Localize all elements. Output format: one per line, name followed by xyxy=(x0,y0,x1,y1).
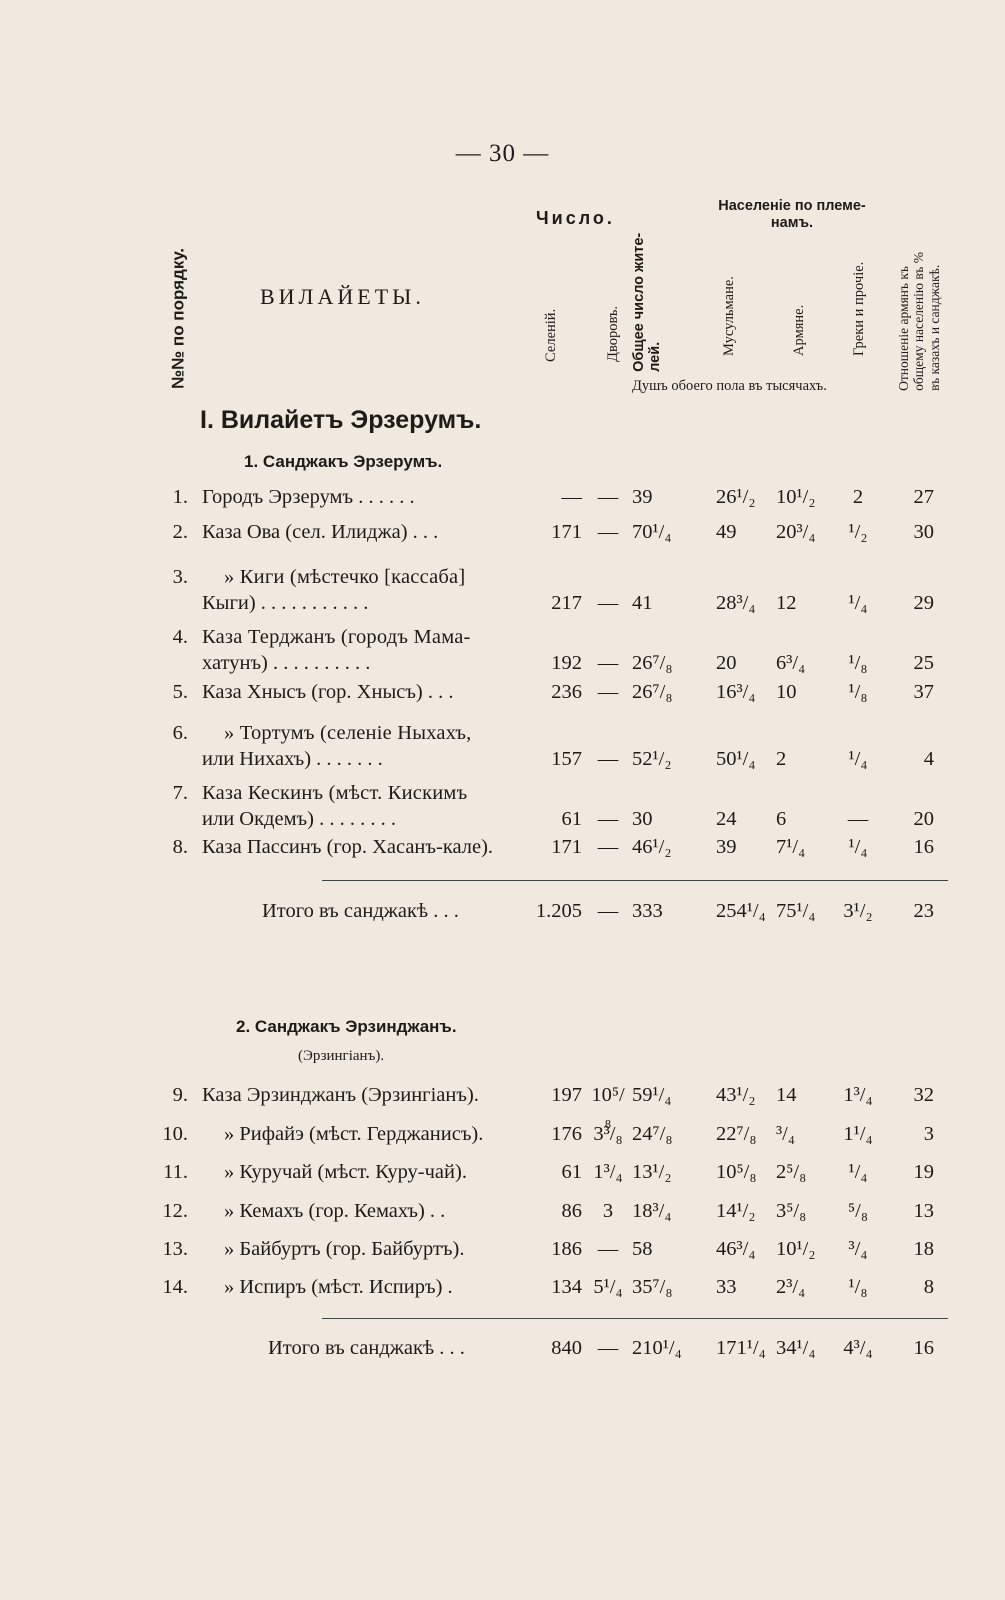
total-households: — xyxy=(597,1337,619,1359)
row-name-line-1: » Киги (мѣстечко [кассаба] xyxy=(224,566,466,588)
row-ratio: 25 xyxy=(913,652,934,674)
row-number: 2. xyxy=(172,521,188,543)
row-greeks: ¹/₈ xyxy=(848,652,868,674)
row-greeks: ³/₄ xyxy=(848,1238,868,1260)
rule-sanjak-2 xyxy=(322,1318,948,1319)
row-villages: 171 xyxy=(551,836,582,858)
row-number: 6. xyxy=(172,722,188,744)
row-armenians: 7¹/₄ xyxy=(776,836,806,858)
row-armenians: 2 xyxy=(776,748,787,770)
total-label: Итого въ санджакѣ . . . xyxy=(262,900,459,922)
row-greeks: ¹/₂ xyxy=(848,521,868,543)
row-number: 8. xyxy=(172,836,188,858)
row-ratio: 18 xyxy=(913,1238,934,1260)
row-ratio: 32 xyxy=(913,1084,934,1106)
row-ratio: 3 xyxy=(923,1123,934,1145)
row-ratio: 37 xyxy=(913,681,934,703)
row-total-population: 52¹/₂ xyxy=(632,748,672,770)
row-muslims: 39 xyxy=(716,836,737,858)
row-total-population: 35⁷/₈ xyxy=(632,1276,673,1298)
row-households: — xyxy=(597,652,619,674)
row-villages: 236 xyxy=(551,681,582,703)
total-ratio: 23 xyxy=(913,900,934,922)
row-armenians: 20³/₄ xyxy=(776,521,816,543)
row-ratio: 13 xyxy=(913,1200,934,1222)
row-muslims: 26¹/₂ xyxy=(716,486,756,508)
row-muslims: 28³/₄ xyxy=(716,592,756,614)
total-greeks: 3¹/₂ xyxy=(843,900,873,922)
total-greeks: 4³/₄ xyxy=(843,1337,873,1359)
row-armenians: 2³/₄ xyxy=(776,1276,806,1298)
row-number: 10. xyxy=(162,1123,188,1145)
row-greeks: 1¹/₄ xyxy=(843,1123,873,1145)
row-muslims: 14¹/₂ xyxy=(716,1200,756,1222)
row-greeks: ¹/₈ xyxy=(848,681,868,703)
row-villages: 61 xyxy=(561,1161,582,1183)
row-name-line-1: » Кемахъ (гор. Кемахъ) . . xyxy=(224,1200,446,1222)
total-population: 210¹/₄ xyxy=(632,1337,682,1359)
section-title: I. Вилайетъ Эрзерумъ. xyxy=(200,406,482,434)
row-name-line-1: » Рифайэ (мѣст. Герджанисъ). xyxy=(224,1123,484,1145)
row-households: — xyxy=(597,808,619,830)
row-households: — xyxy=(597,681,619,703)
row-greeks: — xyxy=(847,808,869,830)
row-name-line-1: Каза Ова (сел. Илиджа) . . . xyxy=(202,521,439,543)
row-number: 5. xyxy=(172,681,188,703)
row-name-line-2: или Нихахъ) . . . . . . . xyxy=(202,748,383,770)
row-name-line-1: Городъ Эрзерумъ . . . . . . xyxy=(202,486,415,508)
header-greeks: Греки и прочіе. xyxy=(851,261,868,356)
row-greeks: 2 xyxy=(852,486,864,508)
header-muslims: Мусульмане. xyxy=(721,276,738,356)
row-total-population: 24⁷/₈ xyxy=(632,1123,673,1145)
row-muslims: 50¹/₄ xyxy=(716,748,756,770)
row-armenians: 6³/₄ xyxy=(776,652,806,674)
row-ratio: 16 xyxy=(913,836,934,858)
row-total-population: 70¹/₄ xyxy=(632,521,672,543)
row-greeks: ¹/₄ xyxy=(848,592,868,614)
row-villages: 86 xyxy=(561,1200,582,1222)
row-households: — xyxy=(597,836,619,858)
row-villages: 157 xyxy=(551,748,582,770)
row-villages: 197 xyxy=(551,1084,582,1106)
row-greeks: ¹/₄ xyxy=(848,1161,868,1183)
row-total-population: 26⁷/₈ xyxy=(632,681,673,703)
row-ratio: 27 xyxy=(913,486,934,508)
total-muslims: 171¹/₄ xyxy=(716,1337,766,1359)
row-households: — xyxy=(597,748,619,770)
header-ratio-line-3: въ казахъ и санджакѣ. xyxy=(927,264,943,391)
row-households: — xyxy=(597,592,619,614)
row-households: 5¹/₄ xyxy=(593,1276,623,1298)
header-vilayets: ВИЛАЙЕТЫ. xyxy=(260,284,425,309)
row-armenians: 14 xyxy=(776,1084,797,1106)
row-number: 12. xyxy=(162,1200,188,1222)
row-greeks: ¹/₄ xyxy=(848,748,868,770)
sanjak-1-title: 1. Санджакъ Эрзерумъ. xyxy=(244,452,443,471)
row-number: 3. xyxy=(172,566,188,588)
row-villages: 192 xyxy=(551,652,582,674)
header-villages: Селеній. xyxy=(543,308,560,362)
row-muslims: 24 xyxy=(716,808,737,830)
row-ratio: 4 xyxy=(923,748,934,770)
row-greeks: 1³/₄ xyxy=(843,1084,873,1106)
row-armenians: 10¹/₂ xyxy=(776,1238,816,1260)
row-villages: — xyxy=(561,486,582,508)
row-armenians: 6 xyxy=(776,808,787,830)
row-total-population: 58 xyxy=(632,1238,653,1260)
row-number: 1. xyxy=(172,486,188,508)
row-greeks: ⁵/₈ xyxy=(848,1200,868,1222)
row-total-population: 46¹/₂ xyxy=(632,836,672,858)
rule-sanjak-1 xyxy=(322,880,948,881)
row-ratio: 20 xyxy=(913,808,934,830)
row-armenians: 3⁵/₈ xyxy=(776,1200,807,1222)
total-villages: 840 xyxy=(551,1337,582,1359)
header-order-no: №№ по порядку. xyxy=(168,247,188,389)
header-ratio-line-1: Отношеніе армянъ къ xyxy=(896,266,912,391)
row-ratio: 30 xyxy=(913,521,934,543)
row-number: 9. xyxy=(172,1084,188,1106)
row-muslims: 16³/₄ xyxy=(716,681,756,703)
row-greeks: ¹/₈ xyxy=(848,1276,868,1298)
row-villages: 61 xyxy=(561,808,582,830)
row-name-line-2: хатунъ) . . . . . . . . . . xyxy=(202,652,371,674)
header-units: Душъ обоего пола въ тысячахъ. xyxy=(632,378,827,394)
row-villages: 134 xyxy=(551,1276,582,1298)
header-households: Дворовъ. xyxy=(605,305,622,362)
row-villages: 176 xyxy=(551,1123,582,1145)
row-muslims: 10⁵/₈ xyxy=(716,1161,757,1183)
row-armenians: 10¹/₂ xyxy=(776,486,816,508)
row-households: 3³/₈ xyxy=(593,1123,623,1145)
row-name-line-1: » Тортумъ (селеніе Ныхахъ, xyxy=(224,722,472,744)
row-muslims: 20 xyxy=(716,652,737,674)
total-villages: 1.205 xyxy=(535,900,582,922)
row-number: 7. xyxy=(172,782,188,804)
sanjak-2-subtitle: (Эрзингіанъ). xyxy=(298,1048,385,1064)
row-households: 10⁵/₈ xyxy=(591,1084,625,1129)
row-name-line-2: Кыги) . . . . . . . . . . . xyxy=(202,592,369,614)
row-armenians: ³/₄ xyxy=(776,1123,795,1145)
row-total-population: 13¹/₂ xyxy=(632,1161,672,1183)
row-households: 1³/₄ xyxy=(593,1161,623,1183)
row-villages: 186 xyxy=(551,1238,582,1260)
row-total-population: 18³/₄ xyxy=(632,1200,672,1222)
total-households: — xyxy=(597,900,619,922)
header-total-pop: Общее число жите-лей. xyxy=(631,232,664,372)
row-number: 4. xyxy=(172,626,188,648)
header-by-tribe: Населеніе по племе-намъ. xyxy=(718,198,866,231)
row-households: — xyxy=(597,1238,619,1260)
sanjak-1-total-row xyxy=(0,900,1005,934)
row-total-population: 41 xyxy=(632,592,653,614)
row-name-line-1: Каза Пассинъ (гор. Хасанъ-кале). xyxy=(202,836,494,858)
row-villages: 171 xyxy=(551,521,582,543)
row-ratio: 8 xyxy=(923,1276,934,1298)
total-armenians: 75¹/₄ xyxy=(776,900,816,922)
total-ratio: 16 xyxy=(913,1337,934,1359)
sanjak-2-title: 2. Санджакъ Эрзинджанъ. xyxy=(236,1017,457,1036)
total-armenians: 34¹/₄ xyxy=(776,1337,816,1359)
row-muslims: 22⁷/₈ xyxy=(716,1123,757,1145)
row-number: 14. xyxy=(162,1276,188,1298)
row-total-population: 39 xyxy=(632,486,653,508)
row-households: 3 xyxy=(602,1200,614,1222)
row-greeks: ¹/₄ xyxy=(848,836,868,858)
header-ratio-line-2: общему населенію въ % xyxy=(911,252,927,391)
row-muslims: 33 xyxy=(716,1276,737,1298)
total-muslims: 254¹/₄ xyxy=(716,900,766,922)
row-muslims: 43¹/₂ xyxy=(716,1084,756,1106)
row-households: — xyxy=(597,521,619,543)
row-armenians: 10 xyxy=(776,681,797,703)
row-name-line-1: Каза Хнысъ (гор. Хнысъ) . . . xyxy=(202,681,454,703)
header-armenians: Армяне. xyxy=(791,304,808,356)
row-total-population: 30 xyxy=(632,808,653,830)
row-number: 11. xyxy=(163,1161,188,1183)
page-number: — 30 — xyxy=(455,140,550,167)
row-total-population: 59¹/₄ xyxy=(632,1084,672,1106)
row-armenians: 12 xyxy=(776,592,797,614)
header-count: Число. xyxy=(536,208,615,228)
row-name-line-2: или Окдемъ) . . . . . . . . xyxy=(202,808,396,830)
row-number: 13. xyxy=(162,1238,188,1260)
row-muslims: 49 xyxy=(716,521,737,543)
row-villages: 217 xyxy=(551,592,582,614)
row-name-line-1: » Куручай (мѣст. Куру-чай). xyxy=(224,1161,467,1183)
row-name-line-1: Каза Эрзинджанъ (Эрзингіанъ). xyxy=(202,1084,479,1106)
row-name-line-1: Каза Терджанъ (городъ Мама- xyxy=(202,626,471,648)
row-total-population: 26⁷/₈ xyxy=(632,652,673,674)
sanjak-2-total-row xyxy=(0,1337,1005,1371)
row-muslims: 46³/₄ xyxy=(716,1238,756,1260)
row-name-line-1: » Испиръ (мѣст. Испиръ) . xyxy=(224,1276,453,1298)
total-label: Итого въ санджакѣ . . . xyxy=(268,1337,465,1359)
row-armenians: 2⁵/₈ xyxy=(776,1161,807,1183)
row-households: — xyxy=(597,486,619,508)
total-population: 333 xyxy=(632,900,663,922)
row-ratio: 29 xyxy=(913,592,934,614)
row-name-line-1: » Байбуртъ (гор. Байбуртъ). xyxy=(224,1238,465,1260)
row-name-line-1: Каза Кескинъ (мѣст. Кискимъ xyxy=(202,782,468,804)
row-ratio: 19 xyxy=(913,1161,934,1183)
